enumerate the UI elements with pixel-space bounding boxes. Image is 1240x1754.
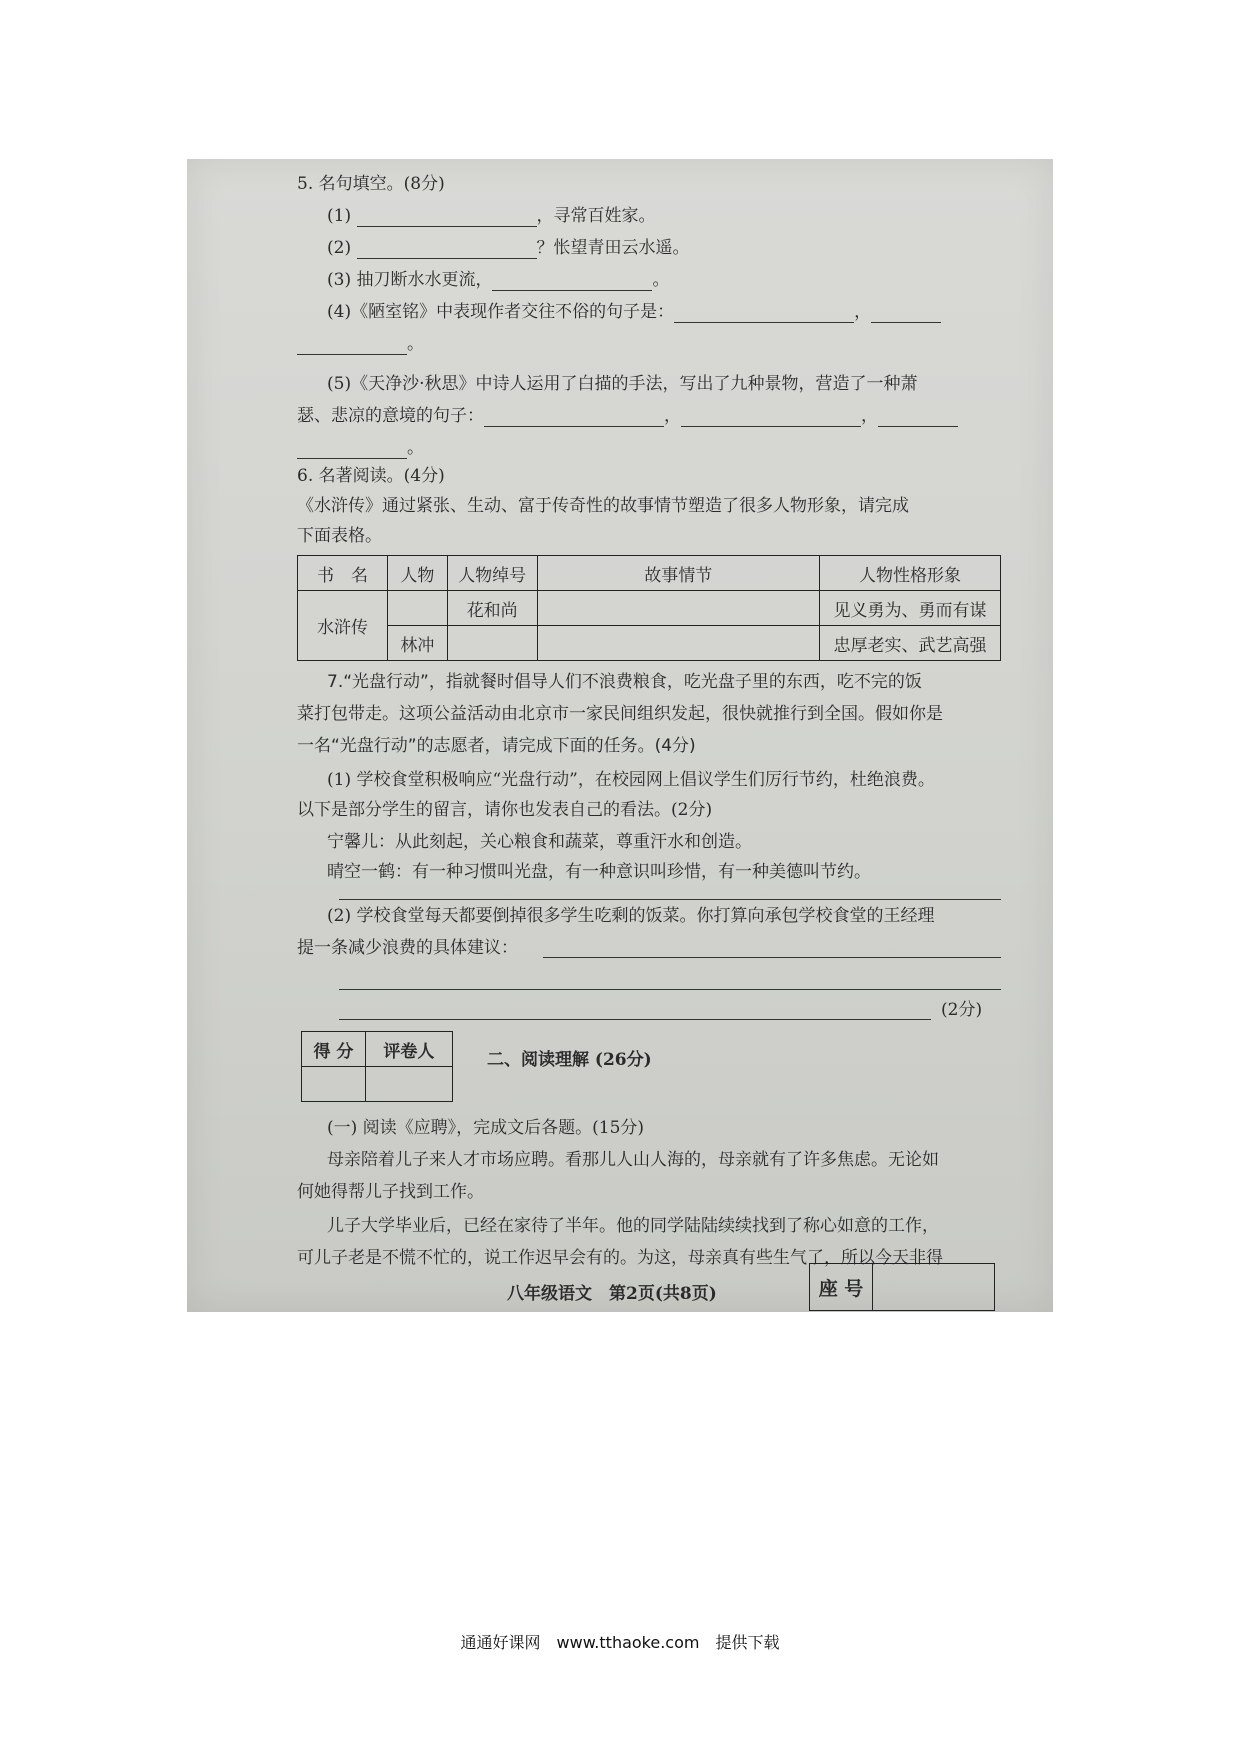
q5-item5-comma-a: ， [664,406,681,426]
reading-heading: (一) 阅读《应聘》，完成文后各题。(15分) [327,1118,645,1138]
q6-row2-plot[interactable] [537,626,819,661]
grader-label: 评卷人 [365,1032,452,1067]
q6-header-character: 人物性格形象 [819,556,1000,591]
q6-intro-line1: 《水浒传》通过紧张、生动、富于传奇性的故事情节塑造了很多人物形象，请完成 [297,496,909,516]
q6-row1-plot[interactable] [537,591,819,626]
q5-item2-blank[interactable] [357,240,537,259]
seat-label: 座 号 [810,1264,873,1311]
q7-sub2-score: (2分) [941,1000,983,1020]
q7-line1: 7.“光盘行动”，指就餐时倡导人们不浪费粮食，吃光盘子里的东西，吃不完的饭 [327,672,922,692]
exam-page-photo [187,159,1053,1312]
q6-book-cell: 水浒传 [298,591,388,661]
q6-heading: 6. 名著阅读。(4分) [297,466,445,486]
q7-sub1-answer-line[interactable] [339,899,1001,900]
q5-item5-period: 。 [407,438,424,458]
q7-sub2-line2: 提一条减少浪费的具体建议： [297,938,518,958]
download-footer: 通通好课网 www.tthaoke.com 提供下载 [460,1633,780,1652]
q5-item4-blank-c[interactable] [297,336,407,355]
q5-item5-comma-b: ， [861,406,878,426]
reading-p1-line2: 何她得帮儿子找到工作。 [297,1182,484,1202]
q5-item5-blank-c[interactable] [878,408,958,427]
table-row [298,626,1001,661]
q5-item5-cont [297,437,424,459]
q7-msg1: 宁馨儿：从此刻起，关心粮食和蔬菜，尊重汗水和创造。 [327,832,752,852]
q7-msg2: 晴空一鹤：有一种习惯叫光盘，有一种意识叫珍惜，有一种美德叫节约。 [327,862,871,882]
q7-sub2-line1: (2) 学校食堂每天都要倒掉很多学生吃剩的饭菜。你打算向承包学校食堂的王经理 [327,906,935,926]
q6-row1-character: 见义勇为、勇而有谋 [819,591,1000,626]
seat-value-cell[interactable] [873,1264,995,1311]
q7-sub2-answer-line2[interactable] [339,989,1001,990]
q5-item4-comma: ， [854,302,872,322]
q5-item5-blank-a[interactable] [484,408,664,427]
q7-line2: 菜打包带走。这项公益活动由北京市一家民间组织发起，很快就推行到全国。假如你是 [297,704,943,724]
q6-header-nickname: 人物绰号 [447,556,537,591]
q7-sub2-answer-line3[interactable] [339,1019,931,1020]
q6-header-book: 书 名 [298,556,388,591]
section2-title: 二、阅读理解 (26分) [487,1050,652,1070]
q6-row2-character: 忠厚老实、武艺高强 [819,626,1000,661]
q5-item2-text: ？怅望青田云水遥。 [536,238,690,258]
q6-row2-person: 林冲 [388,626,448,661]
reading-p1-line1: 母亲陪着儿子来人才市场应聘。看那儿人山人海的，母亲就有了许多焦虑。无论如 [327,1150,939,1170]
q6-row1-nickname: 花和尚 [447,591,537,626]
q7-sub1-line1: (1) 学校食堂积极响应“光盘行动”，在校园网上倡议学生们厉行节约，杜绝浪费。 [327,770,935,790]
q6-table [297,555,1001,661]
page-number-footer: 八年级语文 第2页(共8页) [507,1284,717,1304]
q5-heading: 5. 名句填空。(8分) [297,174,445,194]
grader-value-cell [365,1067,452,1102]
q5-item1-text: ，寻常百姓家。 [536,206,656,226]
q5-item4 [327,301,941,323]
score-label: 得 分 [302,1032,366,1067]
q6-intro-line2: 下面表格。 [297,526,382,546]
q5-item1 [327,205,656,227]
q6-row2-nickname[interactable] [447,626,537,661]
q5-item4-blank-b[interactable] [871,304,941,323]
q5-item2-num: (2) [327,238,352,258]
score-box [301,1031,453,1102]
q5-item1-blank[interactable] [357,208,537,227]
q6-header-plot: 故事情节 [537,556,819,591]
q5-item5-blank-d[interactable] [297,440,407,459]
q5-item5-blank-b[interactable] [681,408,861,427]
q5-item5-line1: (5)《天净沙·秋思》中诗人运用了白描的手法，写出了九种景物，营造了一种萧 [327,374,918,394]
q6-header-person: 人物 [388,556,448,591]
q5-item3-text: (3) 抽刀断水水更流， [327,270,493,290]
q5-item4-blank-a[interactable] [674,304,854,323]
q5-item3-blank[interactable] [492,272,652,291]
q5-item4-text: (4)《陋室铭》中表现作者交往不俗的句子是： [327,302,675,322]
q5-item5-text: 瑟、悲凉的意境的句子： [297,406,484,426]
reading-p2-line1: 儿子大学毕业后，已经在家待了半年。他的同学陆陆续续找到了称心如意的工作， [327,1216,939,1236]
q5-item2 [327,237,690,259]
q7-sub2-answer-line1[interactable] [543,957,1001,958]
table-row [298,591,1001,626]
q7-sub1-line2: 以下是部分学生的留言，请你也发表自己的看法。(2分) [297,800,713,820]
q5-item3 [327,269,669,291]
reading-p2-line2: 可儿子老是不慌不忙的，说工作迟早会有的。为这，母亲真有些生气了，所以今天非得 [297,1248,943,1268]
q5-item4-period: 。 [407,334,424,354]
q5-item3-end: 。 [652,270,670,290]
seat-number-box [809,1263,995,1311]
q6-row1-person[interactable] [388,591,448,626]
q5-item4-cont [297,333,424,355]
q7-line3: 一名“光盘行动”的志愿者，请完成下面的任务。(4分) [297,736,696,756]
q5-item5-line2 [297,405,958,427]
q5-item1-num: (1) [327,206,352,226]
q6-table-header-row [298,556,1001,591]
score-value-cell [302,1067,366,1102]
